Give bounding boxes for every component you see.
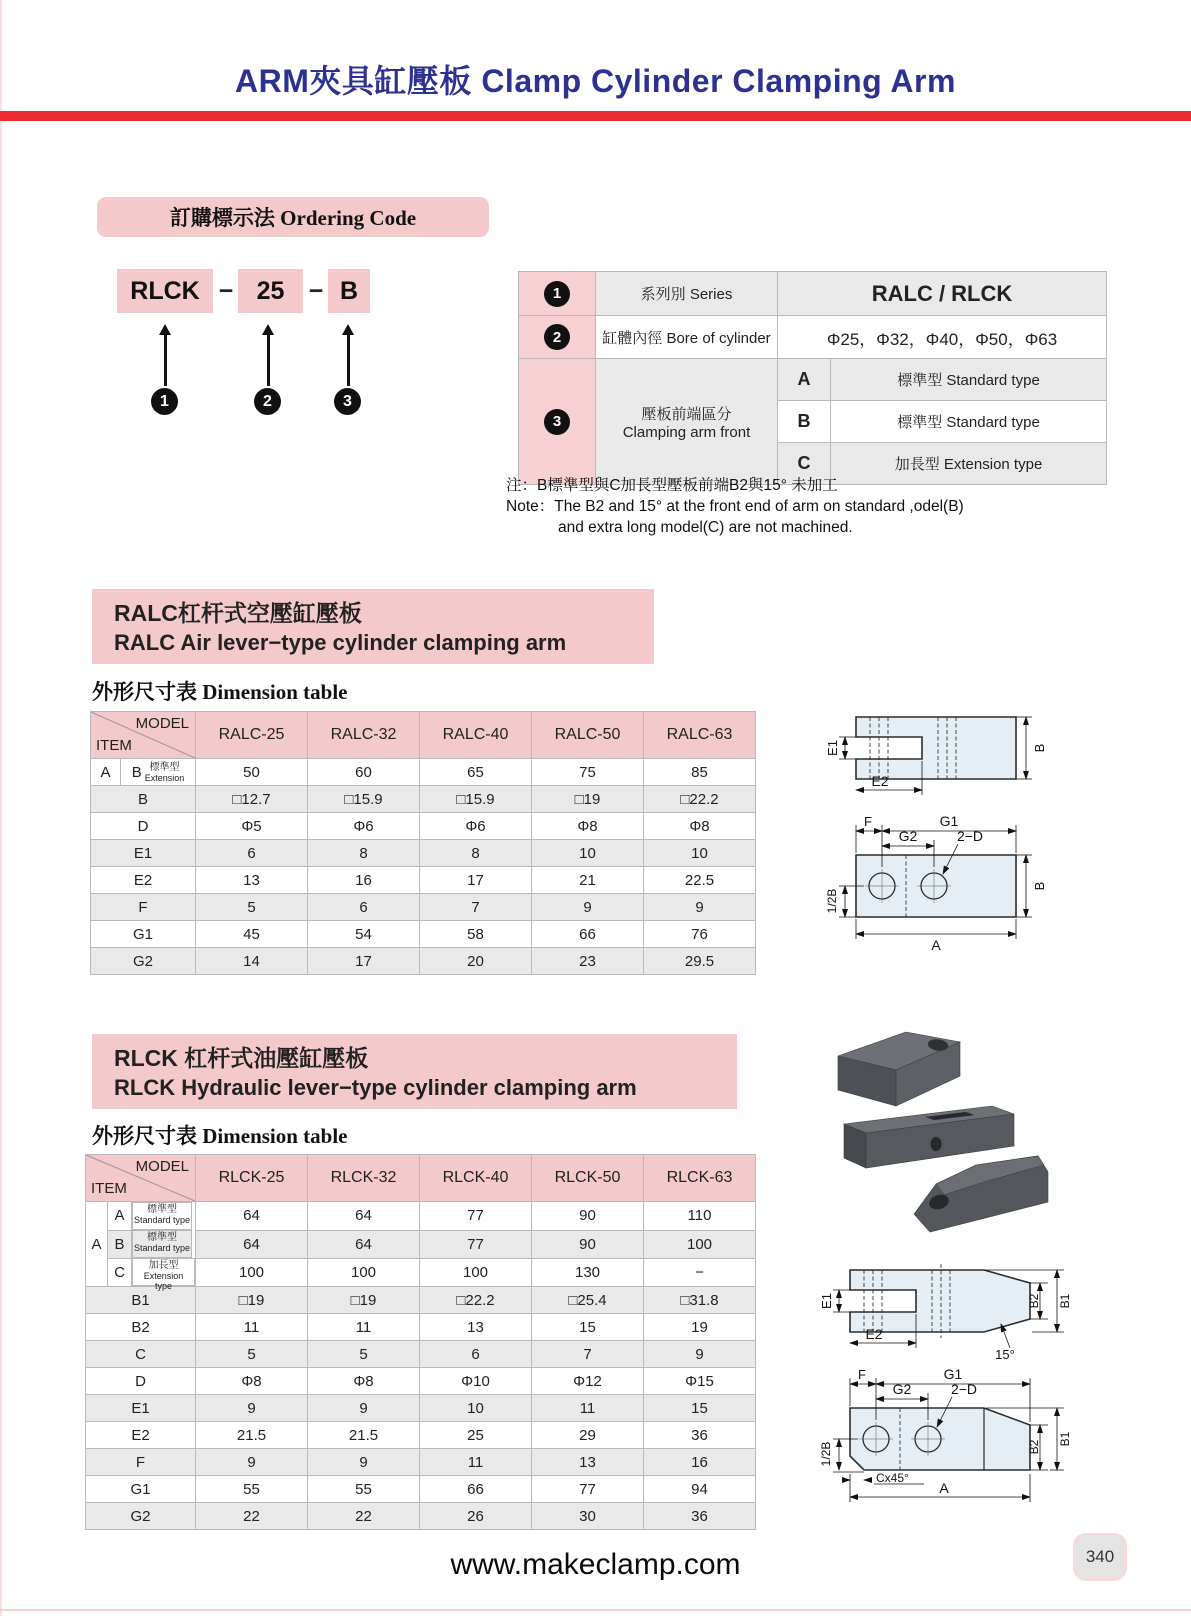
item-key-cell: C xyxy=(108,1258,132,1287)
item-sub-cell: 加長型 Extension type xyxy=(132,1258,195,1286)
dim-value-cell: 16 xyxy=(308,867,420,894)
dim-value-cell: 11 xyxy=(308,1314,420,1341)
dim-value-cell: 11 xyxy=(196,1314,308,1341)
dim-value-cell: 21.5 xyxy=(308,1422,420,1449)
label-f: F xyxy=(864,814,872,829)
item-cell: G2 xyxy=(86,1503,196,1530)
dim-value-cell: 6 xyxy=(308,894,420,921)
item-cell: B xyxy=(91,786,196,813)
item-cell: E1 xyxy=(91,840,196,867)
dim-table-row xyxy=(91,867,756,894)
rlck-plan-outline xyxy=(850,1270,1030,1332)
dim-table-row xyxy=(86,1476,756,1503)
marker-2-icon: 2 xyxy=(254,388,281,415)
up-arrow xyxy=(159,324,171,386)
label-2d: 2−D xyxy=(956,828,984,844)
dim-value-cell: 94 xyxy=(644,1476,756,1503)
code-dash: − xyxy=(218,276,234,305)
dim-table-row xyxy=(86,1422,756,1449)
dim-value-cell: 54 xyxy=(308,921,420,948)
marker-1-icon: 1 xyxy=(151,388,178,415)
model-header-cell: RLCK-25 xyxy=(196,1155,308,1202)
dim-value-cell: 13 xyxy=(532,1449,644,1476)
label-angle: 15° xyxy=(995,1347,1015,1362)
dim-value-cell: 66 xyxy=(532,921,644,948)
dim-table-row xyxy=(86,1395,756,1422)
dim-value-cell: □31.8 xyxy=(644,1287,756,1314)
ordering-spec-table xyxy=(518,271,1107,485)
dim-value-cell: 22 xyxy=(196,1503,308,1530)
label-b1-plan: B1 xyxy=(1058,1293,1072,1309)
dim-value-cell: 65 xyxy=(420,759,532,786)
dim-value-cell: 15 xyxy=(532,1314,644,1341)
model-header-cell: RALC-40 xyxy=(420,712,532,759)
clamp-arm-photo-bar xyxy=(844,1106,1014,1168)
spec-label-front-zh: 壓板前端區分 xyxy=(641,405,732,423)
code-part-bore: 25 xyxy=(238,269,303,313)
model-header-cell: RLCK-50 xyxy=(532,1155,644,1202)
code-part-front: B xyxy=(328,269,370,313)
item-cell: B1 xyxy=(86,1287,196,1314)
product-photos xyxy=(808,1018,1080,1258)
dim-value-cell: 10 xyxy=(532,840,644,867)
dim-value-cell: 6 xyxy=(420,1341,532,1368)
dim-value-cell: 10 xyxy=(644,840,756,867)
dim-value-cell: 36 xyxy=(644,1503,756,1530)
marker-cell xyxy=(519,272,596,316)
dim-value-cell: 10 xyxy=(420,1395,532,1422)
dim-value-cell: 75 xyxy=(532,759,644,786)
label-e2: E2 xyxy=(865,1326,883,1342)
ralc-title-en: RALC Air lever−type cylinder clamping arm xyxy=(114,629,567,655)
label-g1: G1 xyxy=(939,813,959,829)
dim-value-cell: Φ8 xyxy=(308,1368,420,1395)
dim-value-cell: Φ8 xyxy=(532,813,644,840)
dim-value-cell: 55 xyxy=(308,1476,420,1503)
dim-value-cell: 100 xyxy=(420,1258,532,1287)
up-arrow xyxy=(262,324,274,386)
label-f: F xyxy=(858,1367,866,1382)
dim-value-cell: 60 xyxy=(308,759,420,786)
marker-cell xyxy=(519,359,596,485)
model-header-cell: RALC-63 xyxy=(644,712,756,759)
dim-value-cell: 30 xyxy=(532,1503,644,1530)
spec-label-series: 系列別 Series xyxy=(596,272,778,316)
dim-table-row xyxy=(91,894,756,921)
dim-table-row xyxy=(86,1341,756,1368)
option-desc: 標準型 Standard type xyxy=(831,401,1107,443)
label-g2: G2 xyxy=(898,828,918,844)
dim-value-cell: Φ6 xyxy=(308,813,420,840)
dim-value-cell: 77 xyxy=(420,1202,532,1231)
dim-value-cell: 20 xyxy=(420,948,532,975)
dim-value-cell: 9 xyxy=(308,1449,420,1476)
up-arrow xyxy=(342,324,354,386)
dim-value-cell: Φ8 xyxy=(644,813,756,840)
dim-value-cell: 100 xyxy=(196,1258,308,1287)
label-a: A xyxy=(939,1480,949,1496)
dim-value-cell: 64 xyxy=(308,1202,420,1231)
website-url: www.makeclamp.com xyxy=(450,1548,741,1581)
page-left-edge xyxy=(0,0,2,1616)
dim-table-row xyxy=(86,1503,756,1530)
marker-3-icon: 3 xyxy=(334,388,361,415)
spec-label-front xyxy=(596,359,778,485)
dim-value-cell: 8 xyxy=(420,840,532,867)
spec-label-front-en: Clamping arm front xyxy=(622,423,751,441)
dim-value-cell: 15 xyxy=(644,1395,756,1422)
dim-table-row xyxy=(86,1368,756,1395)
dim-value-cell: □15.9 xyxy=(420,786,532,813)
dim-value-cell: 25 xyxy=(420,1422,532,1449)
dim-table-row xyxy=(91,948,756,975)
dim-value-cell: 9 xyxy=(532,894,644,921)
dim-value-cell: 64 xyxy=(196,1230,308,1258)
item-cell: F xyxy=(91,894,196,921)
item-cell: G2 xyxy=(91,948,196,975)
spec-value-bore: Φ25，Φ32，Φ40，Φ50，Φ63 xyxy=(778,316,1107,359)
item-cell: C xyxy=(86,1341,196,1368)
ralc-plan-outline xyxy=(856,717,1016,779)
dim-value-cell: 16 xyxy=(644,1449,756,1476)
dim-value-cell: Φ15 xyxy=(644,1368,756,1395)
dim-value-cell: 55 xyxy=(196,1476,308,1503)
dim-value-cell: − xyxy=(644,1258,756,1287)
dim-value-cell: 9 xyxy=(644,1341,756,1368)
option-key: A xyxy=(778,359,831,401)
dim-value-cell: 64 xyxy=(308,1230,420,1258)
label-e1: E1 xyxy=(825,740,840,756)
item-key-cell: A xyxy=(108,1202,132,1231)
dim-table-header-row xyxy=(86,1155,756,1202)
label-e1: E1 xyxy=(819,1293,834,1309)
dim-value-cell: Φ5 xyxy=(196,813,308,840)
dim-value-cell: 21.5 xyxy=(196,1422,308,1449)
ralc-dimension-table xyxy=(90,711,756,975)
marker-cell xyxy=(519,316,596,359)
dim-value-cell: 90 xyxy=(532,1202,644,1231)
label-g1: G1 xyxy=(943,1366,963,1382)
dim-value-cell: 110 xyxy=(644,1202,756,1231)
option-desc: 加長型 Extension type xyxy=(831,443,1107,485)
dim-value-cell: 13 xyxy=(420,1314,532,1341)
dim-value-cell: 26 xyxy=(420,1503,532,1530)
dim-value-cell: □19 xyxy=(196,1287,308,1314)
label-e2: E2 xyxy=(871,773,889,789)
model-header-cell: RLCK-32 xyxy=(308,1155,420,1202)
model-header-cell: RALC-25 xyxy=(196,712,308,759)
dim-value-cell: 100 xyxy=(644,1230,756,1258)
dim-value-cell: 36 xyxy=(644,1422,756,1449)
item-cell: B2 xyxy=(86,1314,196,1341)
dim-value-cell: 66 xyxy=(420,1476,532,1503)
marker-2-icon: 2 xyxy=(544,324,570,350)
page-number-badge: 340 xyxy=(1076,1536,1124,1578)
label-half-b: 1/2B xyxy=(819,1441,833,1467)
rlck-dim-table-title: 外形尺寸表 Dimension table xyxy=(92,1124,348,1148)
item-cell: E1 xyxy=(86,1395,196,1422)
dim-value-cell: 13 xyxy=(196,867,308,894)
dim-table-row xyxy=(86,1314,756,1341)
option-desc: 標準型 Standard type xyxy=(831,359,1107,401)
dim-value-cell: 77 xyxy=(532,1476,644,1503)
dim-value-cell: 5 xyxy=(196,894,308,921)
dim-value-cell: 22.5 xyxy=(644,867,756,894)
ordering-code-heading: 訂購標示法 Ordering Code xyxy=(97,197,489,237)
model-header-cell: RALC-32 xyxy=(308,712,420,759)
dim-value-cell: 29 xyxy=(532,1422,644,1449)
dim-value-cell: 17 xyxy=(308,948,420,975)
label-b2-front: B2 xyxy=(1027,1439,1041,1455)
dim-value-cell: 7 xyxy=(532,1341,644,1368)
dim-value-cell: Φ10 xyxy=(420,1368,532,1395)
dim-value-cell: 14 xyxy=(196,948,308,975)
item-outer-cell: A xyxy=(86,1202,108,1287)
dim-table-row xyxy=(91,813,756,840)
item-cell: G1 xyxy=(86,1476,196,1503)
dim-value-cell: □12.7 xyxy=(196,786,308,813)
dim-table-row xyxy=(86,1449,756,1476)
dim-value-cell: 76 xyxy=(644,921,756,948)
dim-table-row xyxy=(91,921,756,948)
marker-1-icon: 1 xyxy=(544,281,570,307)
dim-table-row xyxy=(91,786,756,813)
dim-value-cell: Φ8 xyxy=(196,1368,308,1395)
dim-value-cell: 9 xyxy=(196,1449,308,1476)
dim-value-cell: 7 xyxy=(420,894,532,921)
dim-table-header-row xyxy=(91,712,756,759)
label-chamfer: Cx45° xyxy=(876,1471,909,1485)
ralc-title-zh: RALC杠杆式空壓缸壓板 xyxy=(114,600,362,626)
dim-value-cell: 9 xyxy=(644,894,756,921)
dim-table-corner: MODEL ITEM xyxy=(91,712,196,759)
rlck-dimension-table xyxy=(85,1154,756,1530)
item-cell: E2 xyxy=(91,867,196,894)
dim-value-cell: □19 xyxy=(308,1287,420,1314)
dim-value-cell: 6 xyxy=(196,840,308,867)
item-cell: D xyxy=(91,813,196,840)
dim-value-cell: □22.2 xyxy=(644,786,756,813)
dim-value-cell: 90 xyxy=(532,1230,644,1258)
label-b-plan: B xyxy=(1032,743,1047,753)
dim-value-cell: 29.5 xyxy=(644,948,756,975)
dim-value-cell: 5 xyxy=(308,1341,420,1368)
item-sub-cell: 標準型 Standard type xyxy=(132,1230,192,1258)
ralc-section-header xyxy=(92,589,654,664)
dim-table-row xyxy=(91,840,756,867)
rlck-title-zh: RLCK 杠杆式油壓缸壓板 xyxy=(114,1045,369,1071)
ralc-dimension-drawing xyxy=(818,703,1074,959)
item-key-cell: B 標準型 Extension xyxy=(121,759,196,786)
dim-value-cell: 19 xyxy=(644,1314,756,1341)
note-en-line1: Note：The B2 and 15° at the front end of arm on standard ,odel(B) xyxy=(506,497,964,515)
model-header-cell: RALC-50 xyxy=(532,712,644,759)
dim-table-row xyxy=(86,1258,756,1287)
title-divider-line xyxy=(0,111,1191,121)
note-en-line2: and extra long model(C) are not machined. xyxy=(558,518,853,536)
rlck-section-header xyxy=(92,1034,737,1109)
dim-value-cell: 85 xyxy=(644,759,756,786)
clamp-arm-photo-wedge xyxy=(914,1156,1048,1232)
dim-value-cell: 5 xyxy=(196,1341,308,1368)
option-key: B xyxy=(778,401,831,443)
item-outer-cell: A xyxy=(91,759,121,786)
dim-value-cell: 17 xyxy=(420,867,532,894)
dim-value-cell: Φ6 xyxy=(420,813,532,840)
dim-value-cell: □25.4 xyxy=(532,1287,644,1314)
dim-value-cell: Φ12 xyxy=(532,1368,644,1395)
bottom-divider-line xyxy=(0,1609,1191,1611)
rlck-dimension-drawing xyxy=(812,1256,1098,1518)
dim-value-cell: □15.9 xyxy=(308,786,420,813)
label-b-front: B xyxy=(1032,881,1047,891)
dim-value-cell: 9 xyxy=(196,1395,308,1422)
item-cell: F xyxy=(86,1449,196,1476)
dim-value-cell: 11 xyxy=(420,1449,532,1476)
label-a: A xyxy=(931,937,941,953)
dim-value-cell: 9 xyxy=(308,1395,420,1422)
ralc-dim-table-title: 外形尺寸表 Dimension table xyxy=(92,680,348,704)
label-b2-plan: B2 xyxy=(1027,1293,1041,1309)
dim-value-cell: 130 xyxy=(532,1258,644,1287)
dim-value-cell: 58 xyxy=(420,921,532,948)
dim-value-cell: 64 xyxy=(196,1202,308,1231)
ordering-note xyxy=(506,476,1106,539)
dim-value-cell: □19 xyxy=(532,786,644,813)
code-dash: − xyxy=(308,276,324,305)
dim-value-cell: 11 xyxy=(532,1395,644,1422)
spec-value-series: RALC / RLCK xyxy=(778,272,1107,316)
item-cell: D xyxy=(86,1368,196,1395)
model-header-cell: RLCK-40 xyxy=(420,1155,532,1202)
model-header-cell: RLCK-63 xyxy=(644,1155,756,1202)
page-title: ARM夾具缸壓板 Clamp Cylinder Clamping Arm xyxy=(235,63,956,99)
dim-value-cell: 77 xyxy=(420,1230,532,1258)
item-sub-cell: 標準型 Standard type xyxy=(132,1202,192,1230)
dim-value-cell: 50 xyxy=(196,759,308,786)
code-part-series: RLCK xyxy=(117,269,213,313)
option-key: C xyxy=(778,443,831,485)
label-g2: G2 xyxy=(892,1381,912,1397)
marker-3-icon: 3 xyxy=(544,409,570,435)
rlck-title-en: RLCK Hydraulic lever−type cylinder clamping arm xyxy=(114,1074,637,1100)
dim-value-cell: 23 xyxy=(532,948,644,975)
item-cell: E2 xyxy=(86,1422,196,1449)
dim-value-cell: 8 xyxy=(308,840,420,867)
label-2d: 2−D xyxy=(950,1381,978,1397)
item-key-cell: B xyxy=(108,1230,132,1258)
dim-value-cell: □22.2 xyxy=(420,1287,532,1314)
dim-table-row xyxy=(86,1202,756,1231)
label-half-b: 1/2B xyxy=(825,888,839,914)
dim-table-row xyxy=(91,759,756,786)
dim-value-cell: 22 xyxy=(308,1503,420,1530)
dim-table-row xyxy=(86,1230,756,1258)
label-b1-front: B1 xyxy=(1058,1431,1072,1447)
dim-value-cell: 21 xyxy=(532,867,644,894)
note-zh: 注：B標準型與C加長型壓板前端B2與15° 未加工 xyxy=(506,477,838,494)
dim-value-cell: 45 xyxy=(196,921,308,948)
spec-label-bore: 缸體內徑 Bore of cylinder xyxy=(596,316,778,359)
dim-table-corner: MODEL ITEM xyxy=(86,1155,196,1202)
item-cell: G1 xyxy=(91,921,196,948)
clamp-arm-photo-flat xyxy=(838,1032,960,1106)
dim-value-cell: 100 xyxy=(308,1258,420,1287)
